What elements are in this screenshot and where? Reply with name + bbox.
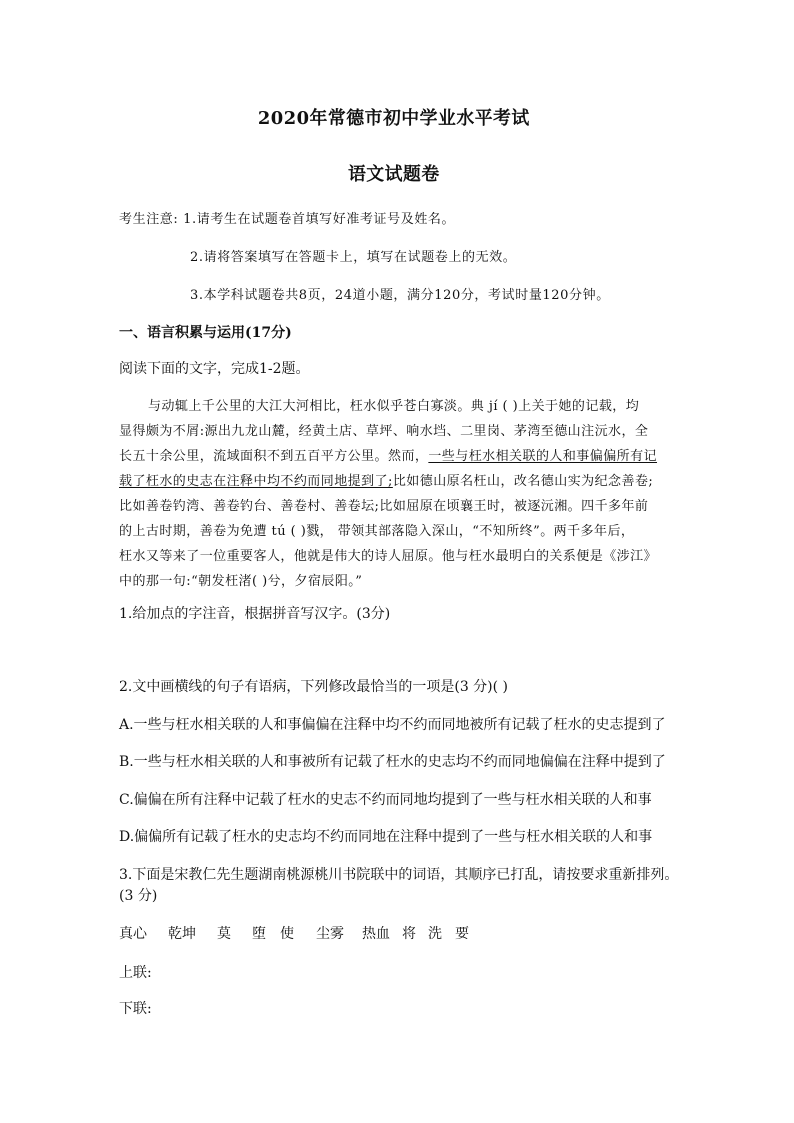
passage-line-5: 比如善卷钓湾、善卷钓台、善卷村、善卷坛;比如屈原在顷襄王时，被逐沅湘。四千多年前: [119, 499, 649, 514]
exam-subtitle: 语文试题卷: [347, 164, 440, 185]
question-3-word-1: 真心: [119, 926, 147, 942]
question-2-option-b: B.一些与枉水相关联的人和事被所有记载了枉水的史志均不约而同地偏偏在注释中提到了: [119, 754, 666, 770]
underlined-sentence-part-1: 一些与枉水相关联的人和事偏偏所有记: [428, 449, 658, 464]
question-3-word-3: 莫: [217, 926, 231, 942]
underlined-sentence-part-2: 载了枉水的史志在注释中均不约而同地提到了;: [119, 474, 393, 489]
passage-line-3-text: 长五十余公里，流域面积不到五百平方公里。然而，: [119, 449, 429, 464]
question-3-word-4: 堕: [252, 926, 266, 942]
notice-label: 考生注意:: [119, 212, 179, 227]
passage-line-6: 的上古时期，善卷为免遭 tú ( )戮， 带领其部落隐入深山，“不知所终”。两千多年后，: [119, 524, 635, 539]
section-heading: 一、语言积累与运用(17分): [119, 325, 292, 341]
passage-line-1: 与动辄上千公里的大江大河相比，枉水似乎苍白寡淡。典 jí ( )上关于她的记载，均: [148, 399, 640, 414]
passage-line-2: 显得颇为不屑:源出九龙山麓，经黄土店、草坪、响水垱、二里岗、茅湾至德山注沅水，全: [119, 424, 649, 439]
question-3-stem-line-2: (3 分): [119, 888, 158, 904]
question-2-stem: 2.文中画横线的句子有语病，下列修改最恰当的一项是(3 分)( ): [119, 679, 509, 695]
exam-title: 2020年常德市初中学业水平考试: [257, 108, 530, 129]
section-instruction: 阅读下面的文字，完成1-2题。: [119, 361, 310, 377]
question-3-word-8: 将: [402, 926, 416, 942]
question-3-word-10: 要: [455, 926, 469, 942]
question-3-word-6: 尘雾: [316, 926, 344, 942]
notice-block: [119, 208, 455, 227]
notice-item-3: 3.本学科试题卷共8页，24道小题，满分120分，考试时量120分钟。: [190, 288, 610, 303]
question-2-option-c: C.偏偏在所有注释中记载了枉水的史志不约而同地均提到了一些与枉水相关联的人和事: [119, 792, 652, 808]
question-3-word-9: 洗: [428, 926, 442, 942]
passage-line-3: [119, 445, 657, 464]
upper-couplet-label: 上联:: [119, 965, 152, 981]
question-2-option-d: D.偏偏所有记载了枉水的史志均不约而同地在注释中提到了一些与枉水相关联的人和事: [119, 829, 653, 845]
question-3-word-7: 热血: [362, 926, 390, 942]
passage-line-7: 枉水又等来了一位重要客人，他就是伟大的诗人屈原。他与枉水最明白的关系便是《涉江》: [119, 549, 658, 564]
passage-line-8: 中的那一句:“朝发枉渚( )兮，夕宿辰阳。”: [119, 574, 363, 589]
question-3-stem-line-1: 3.下面是宋教仁先生题湖南桃源桃川书院联中的词语，其顺序已打乱，请按要求重新排列。: [119, 867, 679, 883]
question-1: 1.给加点的字注音，根据拼音写汉字。(3分): [119, 606, 391, 622]
question-2-option-a: A.一些与枉水相关联的人和事偏偏在注释中均不约而同地被所有记载了枉水的史志提到了: [119, 717, 666, 733]
question-3-word-2: 乾坤: [168, 926, 196, 942]
passage-line-4-text: 比如德山原名枉山，改名德山实为纪念善卷;: [392, 474, 654, 489]
notice-item-2: 2.请将答案填写在答题卡上，填写在试题卷上的无效。: [190, 250, 517, 265]
notice-item-1: 1.请考生在试题卷首填写好准考证号及姓名。: [183, 212, 456, 227]
passage-line-4: [119, 470, 653, 489]
lower-couplet-label: 下联:: [119, 1001, 152, 1017]
question-3-word-5: 使: [280, 926, 294, 942]
